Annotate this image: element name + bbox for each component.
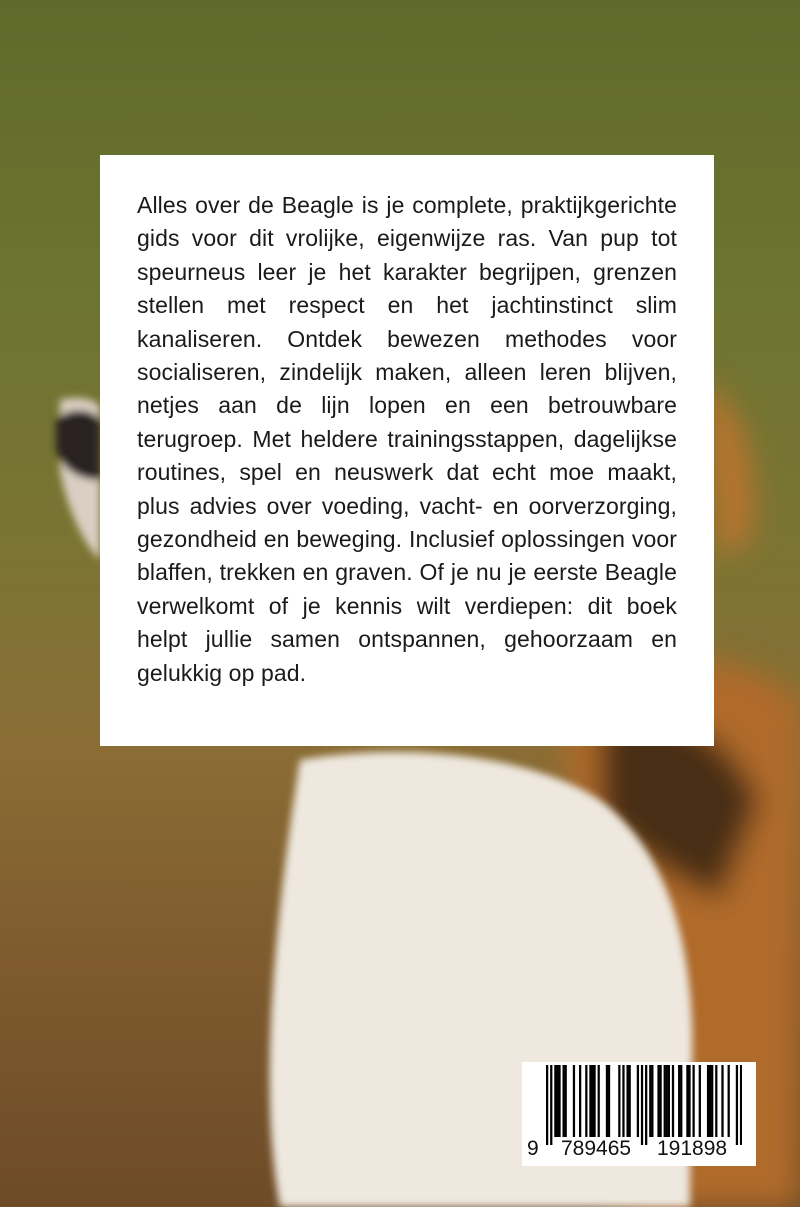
barcode-bar <box>699 1065 701 1137</box>
barcode-bar <box>579 1065 581 1137</box>
barcode-group-right: 191898 <box>657 1137 728 1160</box>
barcode-bar <box>721 1065 723 1137</box>
blurb-panel <box>100 155 714 746</box>
barcode-bar <box>709 1065 711 1137</box>
barcode-bar <box>626 1065 628 1137</box>
barcode-bar <box>556 1065 558 1137</box>
isbn-barcode <box>522 1062 756 1166</box>
barcode-bar <box>565 1065 567 1137</box>
barcode-bar <box>659 1065 661 1137</box>
barcode-bar <box>668 1065 670 1137</box>
barcode-bar <box>606 1065 608 1137</box>
barcode-bar <box>651 1065 653 1137</box>
barcode-bar <box>715 1065 717 1137</box>
barcode-bar <box>554 1065 556 1137</box>
barcode-bar <box>593 1065 595 1137</box>
barcode-group-left: 789465 <box>561 1137 632 1160</box>
barcode-bar <box>645 1065 647 1145</box>
barcode-digit-first: 9 <box>527 1137 539 1160</box>
barcode-bar <box>688 1065 690 1137</box>
barcode-bar <box>563 1065 565 1137</box>
barcode-bar <box>637 1065 639 1137</box>
barcode-bar <box>573 1065 575 1137</box>
barcode-bar <box>641 1065 643 1145</box>
barcode-bar <box>664 1065 666 1137</box>
barcode-bar <box>558 1065 560 1137</box>
back-cover-blurb: Alles over de Beagle is je complete, praktijkgerichte gids voor dit vrolijke, eigenwijze ras. Van pup tot speurneus leer je het karakter begrijpen, grenzen stellen met respect en het jachtinstinct slim kanaliseren. Ontdek bewezen methodes voor socialiseren, zindelijk maken, alleen leren blijven, netjes aan de lijn lopen en een betrouwbare terugroep. Met heldere trainingsstappen, dagelijkse routines, spel en neuswerk dat echt moe maakt, plus advies over voeding, vacht- en oorverzorging, gezondheid en beweging. Inclusief oplossingen voor blaffen, trekken en graven. Of je nu je eerste Beagle verwelkomt of je kennis wilt verdiepen: dit boek helpt jullie samen ontspannen, gehoorzaam en gelukkig op pad. <box>137 192 677 686</box>
barcode-bar <box>585 1065 587 1137</box>
barcode-bar <box>618 1065 620 1137</box>
barcode-bar <box>649 1065 651 1137</box>
barcode-bar <box>680 1065 682 1137</box>
barcode-bar <box>622 1065 624 1137</box>
barcode-bar <box>598 1065 600 1137</box>
barcode-bar <box>711 1065 713 1137</box>
barcode-bar <box>672 1065 674 1137</box>
barcode-bar <box>728 1065 730 1137</box>
barcode-bar <box>666 1065 668 1137</box>
barcode-bar <box>686 1065 688 1137</box>
barcode-bar <box>740 1065 742 1145</box>
barcode-bar <box>657 1065 659 1137</box>
barcode-bar <box>546 1065 548 1145</box>
barcode-bar <box>707 1065 709 1137</box>
barcode-bar <box>629 1065 631 1137</box>
barcode-bar <box>692 1065 694 1137</box>
barcode-bar <box>591 1065 593 1137</box>
barcode-bar <box>550 1065 552 1145</box>
barcode-bar <box>736 1065 738 1145</box>
barcode-bar <box>678 1065 680 1137</box>
barcode-bar <box>589 1065 591 1137</box>
barcode-bar <box>608 1065 610 1137</box>
barcode-bars <box>546 1065 742 1145</box>
